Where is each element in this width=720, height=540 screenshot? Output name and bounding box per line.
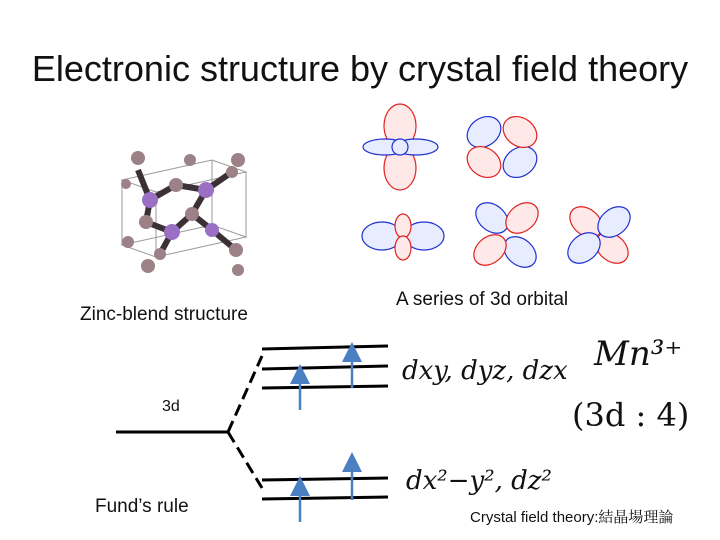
hund-rule-caption: Fund’s rule (95, 496, 189, 517)
splitting-connector-lower (228, 432, 262, 488)
level-3d-label: 3d (162, 398, 180, 415)
electron-config-label: (3d : 4) (572, 396, 690, 434)
zincblende-caption: Zinc-blend structure (80, 304, 248, 325)
upper-level-3 (262, 386, 388, 388)
ion-label: Mn³⁺ (594, 334, 683, 374)
orbital-series-caption: A series of 3d orbital (396, 289, 569, 310)
lower-level-1 (262, 478, 388, 480)
upper-orbitals-label: dxy, dyz, dzx (402, 356, 568, 386)
upper-level-1 (262, 346, 388, 349)
lower-orbitals-label: dx²−y², dz² (406, 466, 552, 496)
splitting-connector-upper (228, 356, 262, 432)
footer-caption: Crystal field theory:結晶場理論 (470, 509, 674, 526)
slide-title: Electronic structure by crystal field theory (31, 48, 689, 89)
upper-level-2 (262, 366, 388, 369)
lower-level-2 (262, 497, 388, 499)
